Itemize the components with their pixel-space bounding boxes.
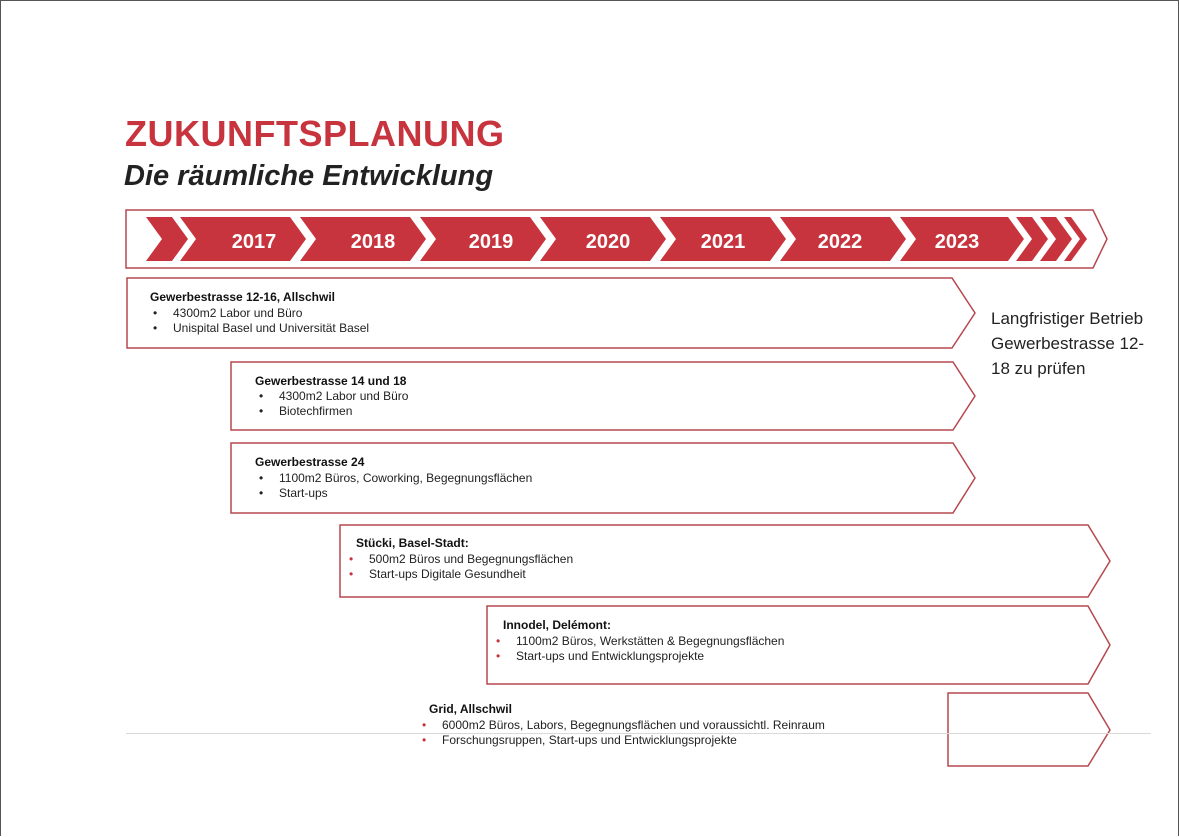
project-title-innodel: Innodel, Delémont: bbox=[503, 618, 611, 632]
project-title-grid: Grid, Allschwil bbox=[429, 702, 512, 716]
page-title: ZUKUNFTSPLANUNG bbox=[125, 113, 505, 154]
year-label-2022: 2022 bbox=[817, 231, 863, 253]
project-list-innodel bbox=[492, 634, 784, 664]
project-list-gewerbestrasse-14-18 bbox=[255, 389, 408, 419]
year-label-2023: 2023 bbox=[934, 231, 980, 253]
project-item: • Start-ups und Entwicklungsprojekte bbox=[492, 649, 784, 664]
project-item: • Unispital Basel und Universität Basel bbox=[149, 321, 369, 336]
year-label-2017: 2017 bbox=[231, 231, 277, 253]
year-label-2020: 2020 bbox=[585, 231, 631, 253]
project-item: • Biotechfirmen bbox=[255, 404, 408, 419]
project-list-grid bbox=[418, 718, 825, 748]
project-title-stuecki: Stücki, Basel-Stadt: bbox=[356, 536, 469, 550]
page-subtitle: Die räumliche Entwicklung bbox=[124, 160, 494, 192]
side-note: Langfristiger Betrieb Gewerbestrasse 12-18 zu prüfen bbox=[991, 309, 1145, 378]
project-title-gewerbestrasse-24: Gewerbestrasse 24 bbox=[255, 455, 365, 469]
project-item: • 500m2 Büros und Begegnungsflächen bbox=[345, 552, 573, 567]
project-item: • 4300m2 Labor und Büro bbox=[255, 389, 408, 404]
project-list-stuecki bbox=[345, 552, 573, 582]
project-title-gewerbestrasse-14-18: Gewerbestrasse 14 und 18 bbox=[255, 374, 407, 388]
project-arrow-grid bbox=[948, 693, 1110, 766]
project-item: • Start-ups Digitale Gesundheit bbox=[345, 567, 573, 582]
project-item: • Start-ups bbox=[255, 486, 532, 501]
project-item: • 1100m2 Büros, Werkstätten & Begegnungsflächen bbox=[492, 634, 784, 649]
project-item: • Forschungsruppen, Start-ups und Entwicklungsprojekte bbox=[418, 733, 825, 748]
year-label-2019: 2019 bbox=[468, 231, 514, 253]
project-item: • 6000m2 Büros, Labors, Begegnungsflächen und voraussichtl. Reinraum bbox=[418, 718, 825, 733]
year-label-2018: 2018 bbox=[350, 231, 396, 253]
project-title-gewerbestrasse-12-16: Gewerbestrasse 12-16, Allschwil bbox=[150, 290, 335, 304]
project-item: • 4300m2 Labor und Büro bbox=[149, 306, 369, 321]
project-item: • 1100m2 Büros, Coworking, Begegnungsflächen bbox=[255, 471, 532, 486]
year-label-2021: 2021 bbox=[700, 231, 746, 253]
project-list-gewerbestrasse-24 bbox=[255, 471, 532, 501]
project-list-gewerbestrasse-12-16 bbox=[149, 306, 369, 336]
